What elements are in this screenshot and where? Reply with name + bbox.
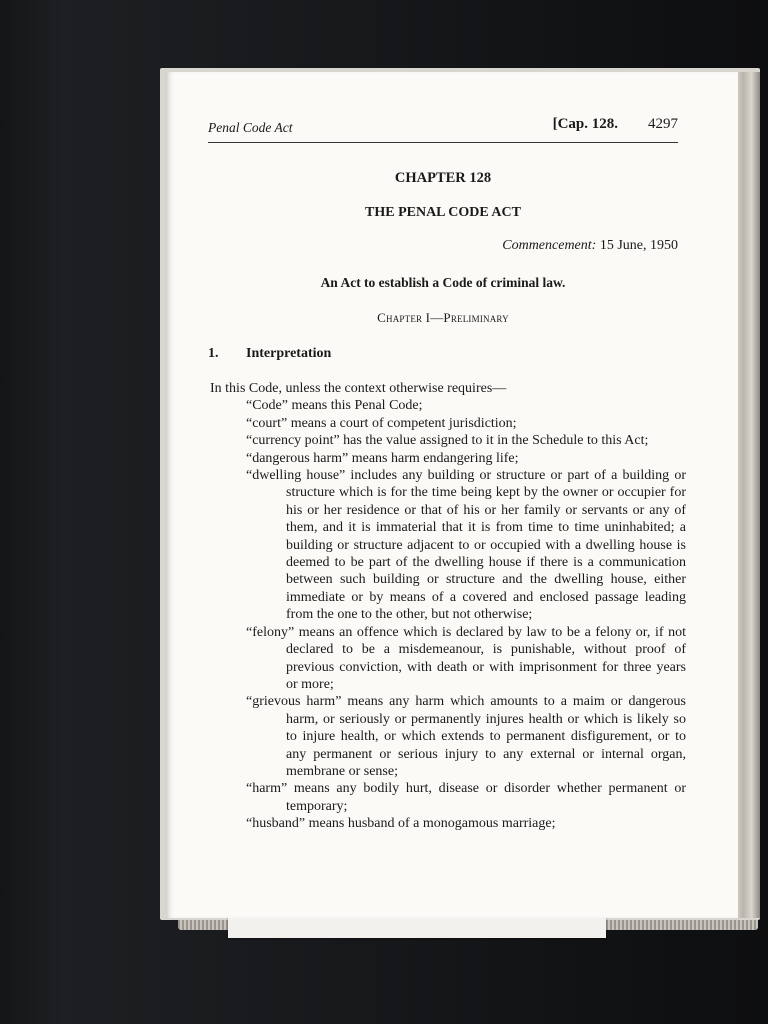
page-number: 4297	[648, 116, 678, 132]
document-page	[166, 72, 738, 918]
commencement-label: Commencement:	[502, 238, 597, 253]
section-intro: In this Code, unless the context otherwise requires—	[210, 381, 507, 396]
running-header-title: Penal Code Act	[208, 120, 293, 135]
definition: “harm” means any bodily hurt, disease or disorder whether permanent or temporary;	[246, 781, 686, 814]
running-header-cap: [Cap. 128.	[552, 116, 618, 132]
definition: “grievous harm” means any harm which amounts to a maim or dangerous harm, or seriously or permanently injures health or which is likely so to injure health, or which extends to permanent disfigurement, or to any permanent or serious injury to any external or internal organ, membrane or sense;	[246, 694, 686, 779]
definition: “currency point” has the value assigned to it in the Schedule to this Act;	[246, 433, 649, 449]
definition: “dangerous harm” means harm endangering life;	[246, 450, 519, 466]
section-number: 1.	[208, 346, 219, 361]
definition: “felony” means an offence which is declared by law to be a felony or, if not declared to be a misdemeanour, is punishable, without proof of previous conviction, with death or with imprisonment for three years or more;	[246, 624, 686, 692]
part-title: Chapter I—Preliminary	[377, 310, 509, 325]
definition: “Code” means this Penal Code;	[246, 398, 423, 414]
section-title: Interpretation	[246, 346, 332, 361]
section-body	[210, 380, 686, 833]
running-header	[208, 116, 678, 143]
commencement	[502, 238, 678, 254]
commencement-date: 15 June, 1950	[599, 238, 678, 253]
act-title: THE PENAL CODE ACT	[365, 205, 521, 220]
long-title: An Act to establish a Code of criminal law.	[320, 275, 566, 290]
definition: “court” means a court of competent jurisdiction;	[246, 415, 517, 431]
definition: “husband” means husband of a monogamous marriage;	[246, 816, 556, 832]
section-heading	[208, 346, 331, 362]
chapter-title: CHAPTER 128	[394, 170, 492, 186]
definition: “dwelling house” includes any building or structure or part of a building or structure which is for the time being kept by the owner or occupier for his or her residence or that of his or her family or servants or any of them, and it is immaterial that it is from time to time uninhabited; a building or structure adjacent to or occupied with a dwelling house is deemed to be part of the dwelling house if there is a communication between such building or structure and the dwelling house, either immediate or by means of a covered and enclosed passage leading from the one to the other, but not otherwise;	[246, 468, 686, 623]
